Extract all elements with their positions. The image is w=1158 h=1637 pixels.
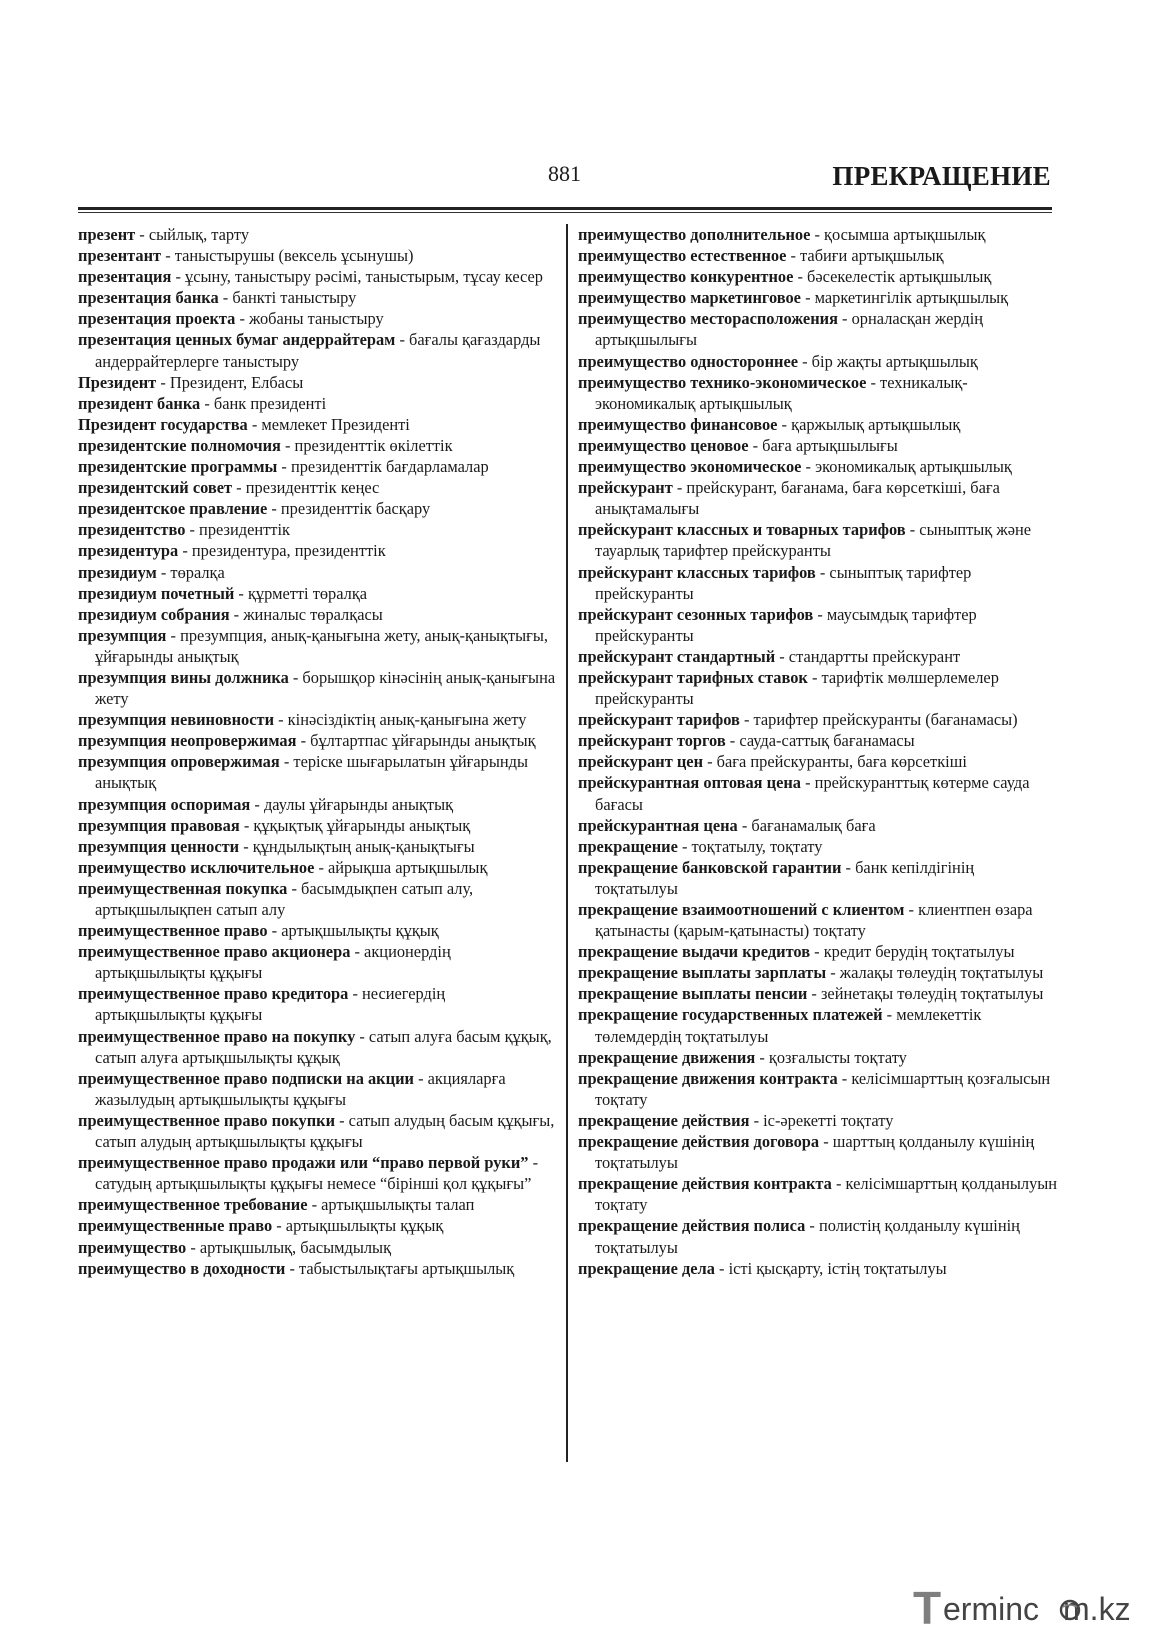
dictionary-entry	[578, 562, 1058, 604]
dictionary-entry	[578, 709, 1058, 730]
entry-definition: - жиналыс төралқасы	[229, 604, 383, 624]
dictionary-entry	[578, 1173, 1058, 1215]
dictionary-entry	[78, 519, 558, 540]
entry-term: прейскурант цен	[578, 752, 704, 772]
entry-definition: - президенттік	[185, 520, 290, 540]
entry-definition: - кредит берудің тоқтатылуы	[810, 942, 1015, 962]
entry-definition: - сыныптық тарифтер прейскуранты	[595, 562, 972, 603]
entry-term: презумпция правовая	[78, 815, 240, 835]
dictionary-entry	[78, 456, 558, 477]
entry-term: преимущество технико-экономическое	[578, 372, 867, 392]
entry-definition: - қосымша артықшылық	[810, 225, 986, 244]
entry-definition: - стандартты прейскурант	[775, 646, 961, 666]
entry-definition: - қаржылық артықшылық	[777, 414, 961, 434]
entry-definition: - шарттың қолданылу күшінің тоқтатылуы	[595, 1132, 1035, 1173]
dictionary-entry	[78, 941, 558, 983]
dictionary-entry	[578, 266, 1058, 287]
watermark-letter-t: T	[913, 1582, 942, 1634]
dictionary-entry	[578, 857, 1058, 899]
entry-definition: - борышқор кінәсінің анық-қанығына жету	[95, 667, 556, 709]
dictionary-entry	[78, 1194, 558, 1215]
entry-definition: - маусымдық тарифтер прейскуранты	[595, 604, 977, 645]
entry-definition: - құрметті төралқа	[234, 583, 368, 603]
entry-definition: - істі қысқарту, істің тоқтатылуы	[714, 1258, 947, 1278]
entry-definition: - президенттік басқару	[267, 499, 431, 519]
dictionary-entry	[578, 435, 1058, 456]
entry-term: прейскурант торгов	[578, 731, 726, 751]
entry-term: преимущественная покупка	[78, 878, 288, 898]
entry-term: прейскурант сезонных тарифов	[578, 604, 814, 624]
entry-definition: - полистің қолданылу күшінің тоқтатылуы	[595, 1216, 1020, 1257]
entry-term: презентация проекта	[78, 309, 236, 329]
dictionary-entry	[578, 646, 1058, 667]
dictionary-entry	[78, 583, 558, 604]
entry-term: президентские программы	[78, 457, 278, 477]
dictionary-entry	[78, 393, 558, 414]
entry-definition: - сатып алуға басым құқық, сатып алуға артықшылықты құқық	[95, 1026, 552, 1067]
dictionary-entry	[578, 1004, 1058, 1046]
entry-term: прекращение действия контракта	[578, 1174, 832, 1194]
running-head: ПРЕКРАЩЕНИЕ	[832, 161, 1051, 191]
entry-term: президиум почетный	[78, 583, 235, 603]
dictionary-entry	[78, 1215, 558, 1236]
entry-term: прейскурант тарифных ставок	[578, 667, 808, 687]
entry-definition: - зейнетақы төлеудің тоқтатылуы	[807, 984, 1044, 1004]
entry-term: преимущество месторасположения	[578, 309, 838, 329]
page-number: 881	[548, 161, 581, 186]
entry-term: преимущество экономическое	[578, 457, 802, 477]
watermark-globe-icon	[1059, 1599, 1081, 1621]
dictionary-entry	[578, 1258, 1058, 1279]
dictionary-entry	[578, 351, 1058, 372]
dictionary-entry	[578, 1068, 1058, 1110]
entry-term: прекращение действия договора	[578, 1132, 820, 1152]
entry-term: преимущество маркетинговое	[578, 288, 801, 308]
entry-definition: - іс-әрекетті тоқтату	[749, 1110, 894, 1130]
entry-definition: - презумпция, анық-қанығына жету, анық-қанықтығы, ұйғарынды анықтық	[95, 625, 548, 666]
entry-term: прекращение действия	[578, 1110, 750, 1130]
dictionary-entry	[78, 604, 558, 625]
entry-term: преимущественное право продажи или “право первой руки”	[78, 1153, 529, 1173]
entry-term: прейскурантная цена	[578, 815, 738, 835]
dictionary-entry	[578, 983, 1058, 1004]
entry-definition: - бағанамалық баға	[737, 815, 876, 835]
entry-term: преимущественные право	[78, 1216, 273, 1236]
dictionary-entry	[578, 1215, 1058, 1257]
dictionary-entry	[578, 1110, 1058, 1131]
entry-term: президиум собрания	[78, 604, 230, 624]
entry-term: преимущество одностороннее	[578, 351, 799, 371]
dictionary-entry	[78, 751, 558, 793]
entry-definition: - сауда-саттық бағанамасы	[725, 731, 915, 751]
entry-definition: - несиегердің артықшылықты құқығы	[95, 984, 446, 1025]
dictionary-entry	[78, 857, 558, 878]
entry-term: преимущество ценовое	[578, 435, 749, 455]
entry-term: президиум	[78, 562, 157, 582]
entry-definition: - бір жақты артықшылық	[798, 351, 978, 371]
dictionary-entry	[578, 477, 1058, 519]
entry-term: президентские полномочия	[78, 435, 281, 455]
entry-definition: - маркетингілік артықшылық	[800, 288, 1009, 308]
entry-definition: - ұсыну, таныстыру рәсімі, таныстырым, тұсау кесер	[171, 267, 543, 287]
entry-definition: - клиентпен өзара қатынасты (қарым-қатынасты) тоқтату	[595, 900, 1033, 941]
entry-term: преимущественное право кредитора	[78, 984, 349, 1004]
entry-definition: - артықшылық, басымдылық	[186, 1237, 392, 1257]
entry-term: преимущество естественное	[578, 246, 787, 266]
dictionary-entry	[578, 604, 1058, 646]
dictionary-entry	[78, 983, 558, 1025]
entry-definition: - мемлекеттік төлемдердің тоқтатылуы	[595, 1005, 982, 1046]
dictionary-entry	[78, 266, 558, 287]
dictionary-entry	[578, 751, 1058, 772]
dictionary-entry	[78, 414, 558, 435]
entry-definition: - мемлекет Президенті	[247, 414, 410, 434]
entry-definition: - тарифтік мөлшерлемелер прейскуранты	[595, 667, 999, 709]
entry-term: прейскурант тарифов	[578, 710, 740, 730]
dictionary-entry	[578, 772, 1058, 814]
dictionary-entry	[578, 308, 1058, 350]
dictionary-entry	[78, 435, 558, 456]
entry-term: прекращение банковской гарантии	[578, 857, 842, 877]
dictionary-entry	[78, 667, 558, 709]
right-column	[578, 224, 1058, 1279]
entry-definition: - құндылықтың анық-қанықтығы	[239, 836, 475, 856]
entry-term: прейскурант	[578, 478, 673, 498]
entry-definition: - Президент, Елбасы	[156, 372, 304, 392]
entry-term: президентский совет	[78, 478, 233, 498]
entry-definition: - орналасқан жердің артықшылығы	[595, 309, 984, 350]
termincom-watermark	[913, 1582, 1138, 1634]
dictionary-entry	[78, 836, 558, 857]
entry-term: преимущественное право	[78, 921, 268, 941]
entry-definition: - баға прейскуранты, баға көрсеткіші	[703, 752, 967, 772]
entry-term: преимущество исключительное	[78, 857, 315, 877]
dictionary-entry	[578, 1131, 1058, 1173]
entry-term: презумпция вины должника	[78, 667, 289, 687]
dictionary-entry	[78, 1258, 558, 1279]
entry-term: презумпция опровержимая	[78, 752, 280, 772]
entry-term: прекращение взаимоотношений с клиентом	[578, 900, 905, 919]
entry-term: преимущественное право покупки	[78, 1110, 336, 1130]
header-rule-thick	[78, 207, 1052, 210]
entry-term: презумпция	[78, 625, 167, 645]
entry-definition: - акционердің артықшылықты құқығы	[95, 942, 451, 983]
entry-term: презумпция неопровержимая	[78, 731, 297, 751]
entry-definition: - сатып алудың басым құқығы, сатып алудың артықшылықты құқығы	[95, 1110, 555, 1152]
entry-term: презентация ценных бумаг андеррайтерам	[78, 330, 396, 350]
dictionary-entry	[578, 1047, 1058, 1068]
watermark-text-end: m.kz	[1063, 1591, 1131, 1627]
entry-term: прейскурант стандартный	[578, 646, 776, 666]
entry-definition: - тоқтатылу, тоқтату	[677, 836, 823, 856]
entry-term: президентское правление	[78, 499, 268, 519]
entry-definition: - кінәсіздіктің анық-қанығына жету	[274, 710, 527, 730]
dictionary-entry	[78, 1068, 558, 1110]
entry-definition: - табыстылықтағы артықшылық	[285, 1258, 515, 1278]
dictionary-entry	[78, 562, 558, 583]
dictionary-entry	[578, 941, 1058, 962]
dictionary-entry	[78, 308, 558, 329]
entry-definition: - экономикалық артықшылық	[801, 457, 1012, 477]
entry-term: презентант	[78, 246, 162, 266]
entry-definition: - тарифтер прейскуранты (бағанамасы)	[739, 710, 1018, 730]
entry-definition: - төралқа	[156, 562, 225, 582]
entry-term: прейскурант классных и товарных тарифов	[578, 520, 906, 540]
dictionary-entry	[578, 224, 1058, 245]
dictionary-entry	[78, 920, 558, 941]
entry-definition: - сатудың артықшылықты құқығы немесе “бірінші қол құқығы”	[95, 1153, 539, 1194]
entry-definition: - президенттік бағдарламалар	[277, 457, 489, 477]
entry-term: преимущество дополнительное	[578, 225, 811, 244]
entry-definition: - президенттік өкілеттік	[280, 435, 453, 455]
entry-term: преимущественное право на покупку	[78, 1026, 356, 1046]
entry-definition: - артықшылықты құқық	[267, 921, 439, 941]
entry-definition: - артықшылықты талап	[307, 1195, 475, 1215]
entry-term: прекращение действия полиса	[578, 1216, 806, 1236]
entry-term: прейскурантная оптовая цена	[578, 773, 802, 793]
dictionary-entry	[578, 456, 1058, 477]
dictionary-entry	[78, 1026, 558, 1068]
entry-term: преимущество	[78, 1237, 187, 1257]
entry-term: президентура	[78, 541, 179, 561]
entry-definition: - президенттік кеңес	[232, 478, 380, 498]
dictionary-entry	[78, 329, 558, 371]
entry-definition: - банкті таныстыру	[218, 288, 357, 308]
dictionary-entry	[78, 1152, 558, 1194]
entry-term: преимущество финансовое	[578, 414, 778, 434]
entry-definition: - таныстырушы (вексель ұсынушы)	[161, 246, 414, 266]
watermark-text	[943, 1591, 1131, 1628]
entry-term: презент	[78, 225, 136, 244]
dictionary-entry	[78, 815, 558, 836]
entry-term: прекращение дела	[578, 1258, 715, 1278]
dictionary-entry	[78, 794, 558, 815]
dictionary-entry	[78, 287, 558, 308]
entry-definition: - банк президенті	[200, 393, 327, 413]
entry-term: преимущественное право акционера	[78, 942, 351, 962]
entry-definition: - келісімшарттың қозғалысын тоқтату	[595, 1068, 1051, 1109]
entry-term: прекращение выдачи кредитов	[578, 942, 811, 962]
entry-definition: - банк кепілдігінің тоқтатылуы	[595, 857, 975, 898]
entry-term: презентация банка	[78, 288, 219, 308]
entry-definition: - бәсекелестік артықшылық	[793, 267, 992, 287]
dictionary-entry	[578, 245, 1058, 266]
dictionary-entry	[78, 540, 558, 561]
entry-term: прекращение государственных платежей	[578, 1005, 883, 1025]
entry-term: Президент	[78, 372, 157, 392]
entry-definition: - даулы ұйғарынды анықтық	[250, 794, 454, 814]
entry-term: президент банка	[78, 393, 201, 413]
entry-definition: - техникалық-экономикалық артықшылық	[595, 372, 968, 413]
entry-term: прекращение	[578, 836, 678, 856]
entry-term: Президент государства	[78, 414, 248, 434]
entry-definition: - акцияларға жазылудың артықшылықты құқығы	[95, 1068, 506, 1109]
dictionary-entry	[578, 372, 1058, 414]
entry-term: прекращение движения контракта	[578, 1068, 838, 1088]
entry-definition: - бұлтартпас ұйғарынды анықтық	[296, 731, 536, 751]
entry-definition: - келісімшарттың қолданылуын тоқтату	[595, 1174, 1058, 1215]
column-divider	[566, 224, 568, 1462]
entry-term: прекращение движения	[578, 1047, 756, 1067]
entry-term: прекращение выплаты зарплаты	[578, 963, 827, 983]
entry-definition: - табиғи артықшылық	[786, 246, 944, 266]
dictionary-entry	[78, 730, 558, 751]
entry-term: преимущественное требование	[78, 1195, 308, 1215]
entry-term: преимущество конкурентное	[578, 267, 794, 287]
entry-definition: - сыныптық және тауарлық тарифтер прейскуранты	[595, 520, 1032, 561]
dictionary-entry	[78, 709, 558, 730]
entry-definition: - айрықша артықшылық	[314, 857, 488, 877]
dictionary-entry	[78, 878, 558, 920]
dictionary-entry	[78, 372, 558, 393]
dictionary-entry	[578, 287, 1058, 308]
dictionary-entry	[578, 899, 1058, 941]
entry-term: преимущественное право подписки на акции	[78, 1068, 414, 1088]
dictionary-entry	[78, 1237, 558, 1258]
dictionary-entry	[78, 498, 558, 519]
entry-definition: - қозғалысты тоқтату	[755, 1047, 907, 1067]
entry-term: презумпция оспоримая	[78, 794, 251, 814]
entry-definition: - артықшылықты құқық	[272, 1216, 444, 1236]
entry-definition: - бағалы қағаздарды андеррайтерлерге таныстыру	[95, 330, 541, 371]
entry-definition: - жобаны таныстыру	[235, 309, 384, 329]
entry-term: презумпция невиновности	[78, 710, 275, 730]
dictionary-entry	[578, 836, 1058, 857]
entry-definition: - прейскуранттық көтерме сауда бағасы	[595, 773, 1030, 814]
dictionary-entry	[578, 815, 1058, 836]
dictionary-entry	[78, 224, 558, 245]
entry-definition: - құқықтық ұйғарынды анықтық	[239, 815, 471, 835]
entry-definition: - президентура, президенттік	[178, 541, 386, 561]
dictionary-entry	[578, 519, 1058, 561]
entry-definition: - сыйлық, тарту	[135, 225, 250, 244]
dictionary-entry	[78, 1110, 558, 1152]
entry-term: преимущество в доходности	[78, 1258, 286, 1278]
dictionary-entry	[578, 667, 1058, 709]
left-column	[78, 224, 558, 1279]
dictionary-entry	[578, 730, 1058, 751]
entry-definition: - теріске шығарылатын ұйғарынды анықтық	[95, 752, 529, 793]
dictionary-entry	[78, 625, 558, 667]
dictionary-entry	[578, 962, 1058, 983]
dictionary-entry	[78, 245, 558, 266]
dictionary-entry	[578, 414, 1058, 435]
entry-term: презентация	[78, 267, 172, 287]
entry-definition: - баға артықшылығы	[748, 435, 898, 455]
entry-term: прекращение выплаты пенсии	[578, 984, 808, 1004]
entry-term: прейскурант классных тарифов	[578, 562, 816, 582]
entry-definition: - жалақы төлеудің тоқтатылуы	[826, 963, 1044, 983]
header-rule-thin	[78, 212, 1052, 213]
entry-definition: - басымдықпен сатып алу, артықшылықпен сатып алу	[95, 878, 474, 919]
watermark-text-start: erminc	[943, 1591, 1040, 1627]
entry-term: президентство	[78, 520, 186, 540]
entry-definition: - прейскурант, бағанама, баға көрсеткіші, баға анықтамалығы	[595, 478, 1000, 519]
dictionary-entry	[78, 477, 558, 498]
entry-term: презумпция ценности	[78, 836, 240, 856]
